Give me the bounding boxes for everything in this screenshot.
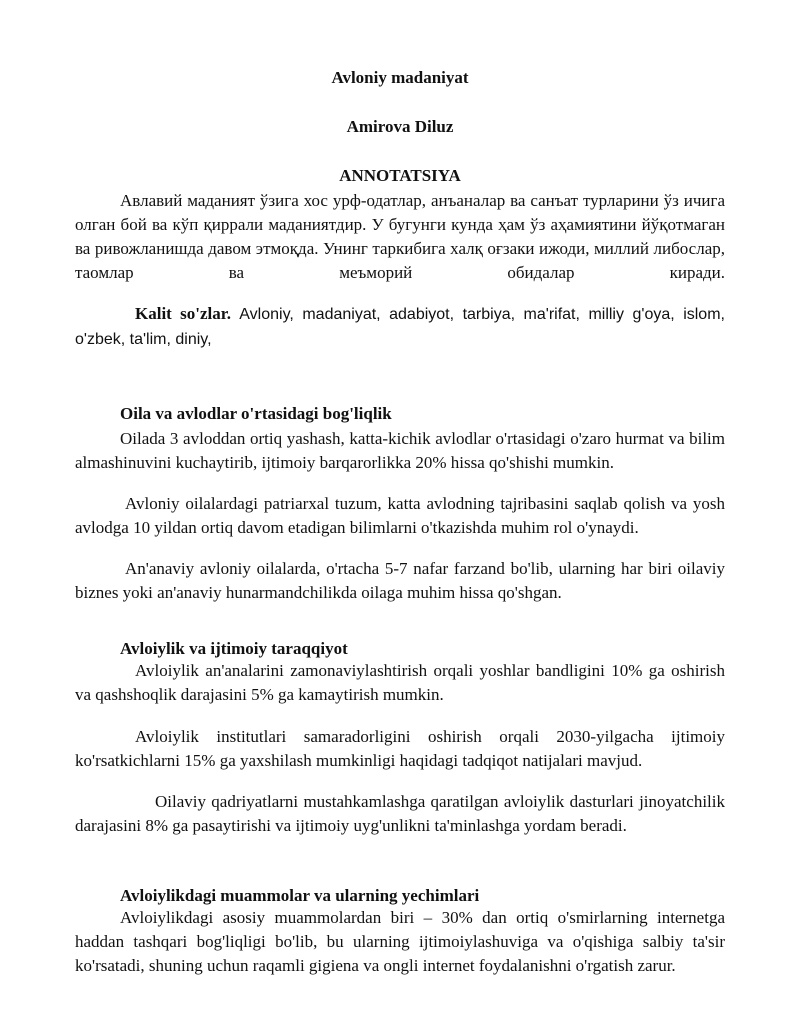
section-heading: Oila va avlodlar o'rtasidagi bog'liqlik	[120, 404, 392, 423]
paragraph: An'anaviy avloniy oilalarda, o'rtacha 5-7 nafar farzand bo'lib, ularning har biri oilaviy biznes yoki an'anaviy hunarmandchilikda oilaga muhim hissa qo'shgan.	[75, 559, 725, 602]
paragraph: Avloiylik an'analarini zamonaviylashtirish orqali yoshlar bandligini 10% ga oshirish va qashshoqlik darajasini 5% ga kamaytirish mumkin.	[75, 661, 725, 704]
section-heading: Avloiylik va ijtimoiy taraqqiyot	[120, 639, 348, 658]
keywords-paragraph	[75, 302, 725, 352]
section-heading: Avloiylikdagi muammolar va ularning yechimlari	[120, 886, 480, 905]
annotation-heading: ANNOTATSIYA	[339, 166, 461, 185]
keywords-text: Avloniy, madaniyat, adabiyot, tarbiya, ma'rifat, milliy g'oya, islom, o'zbek, ta'lim, diniy,	[75, 306, 725, 348]
paragraph: Oilaviy qadriyatlarni mustahkamlashga qaratilgan avloiylik dasturlari jinoyatchilik darajasini 8% ga pasaytirishi va ijtimoiy uyg'unlikni ta'minlashga yordam beradi.	[75, 792, 725, 835]
annotation-paragraph: Авлавий маданият ўзига хос урф-одатлар, анъаналар ва санъат турларини ўз ичига олган бой ва кўп қиррали маданиятдир. У бугунги кунда ҳам ўз аҳамиятини йўқотмаган ва ривожланишда давом этмоқда. Унинг таркибига халқ оғзаки ижоди, миллий либослар, таомлар ва меъморий обидалар киради.	[75, 191, 725, 282]
author-name: Amirova Diluz	[346, 117, 454, 136]
paragraph: Avloiylikdagi asosiy muammolardan biri – 30% dan ortiq o'smirlarning internetga haddan tashqari bog'liqligi bo'lib, bu ularning ijtimoiylashuviga va o'qishiga salbiy ta'sir ko'rsatadi, shuning uchun raqamli gigiena va ongli internet foydalanishni o'rgatish zarur.	[75, 908, 725, 975]
paragraph: Avloniy oilalardagi patriarxal tuzum, katta avlodning tajribasini saqlab qolish va yosh avlodga 10 yildan ortiq davom etadigan bilimlarni o'tkazishda muhim rol o'ynaydi.	[75, 494, 725, 537]
paragraph: Avloiylik institutlari samaradorligini oshirish orqali 2030-yilgacha ijtimoiy ko'rsatkichlarni 15% ga yaxshilash mumkinligi haqidagi tadqiqot natijalari mavjud.	[75, 727, 725, 770]
document-title: Avloniy madaniyat	[331, 68, 469, 87]
paragraph: Oilada 3 avloddan ortiq yashash, katta-kichik avlodlar o'rtasidagi o'zaro hurmat va bilim almashinuvini kuchaytirib, ijtimoiy barqarorlikka 20% hissa qo'shishi mumkin.	[75, 429, 725, 472]
keywords-label: Kalit so'zlar.	[135, 304, 231, 323]
